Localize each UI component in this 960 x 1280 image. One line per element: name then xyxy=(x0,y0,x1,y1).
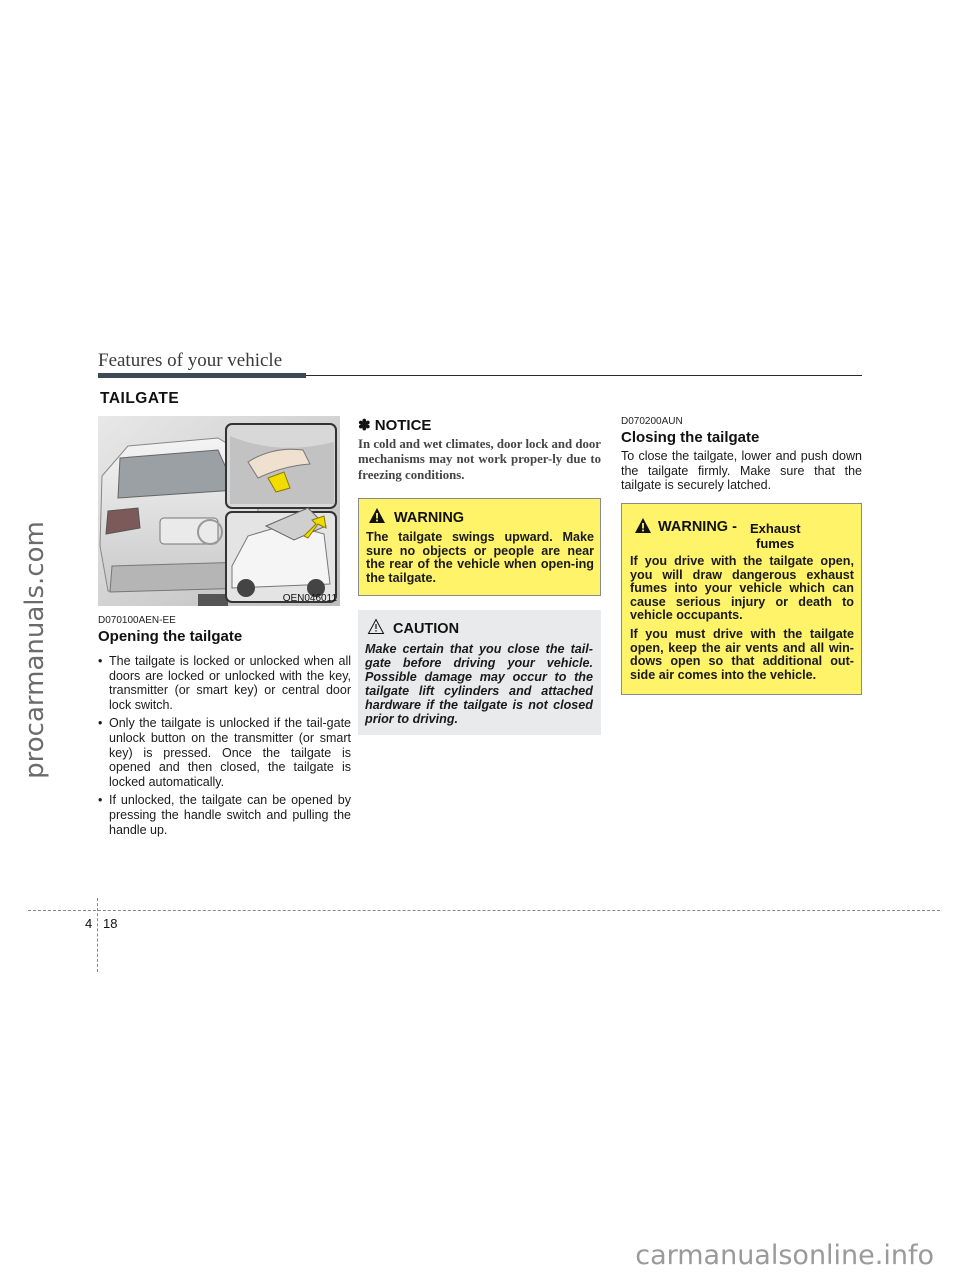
section-title: Features of your vehicle xyxy=(98,350,283,371)
caution-title: CAUTION xyxy=(393,621,460,637)
watermark-bottom: carmanualsonline.info xyxy=(635,1240,934,1271)
warning-exhaust-subtitle-2: fumes xyxy=(756,536,795,551)
caution-triangle-icon xyxy=(367,618,385,635)
warning-exhaust-para-2: If you must drive with the tailgate open, keep the air vents and all win-dows open so that additional out-side air comes into the vehicle. xyxy=(630,627,854,682)
warning-exhaust-subtitle-1: Exhaust xyxy=(750,521,801,536)
footer-divider xyxy=(97,898,98,972)
list-item: • The tailgate is locked or unlocked when all doors are locked or unlocked with the key, transmitter (or smart key) or central door lock switch. xyxy=(98,654,351,712)
caution-box xyxy=(358,610,601,735)
tailgate-illustration xyxy=(98,416,340,606)
footer-rule xyxy=(28,910,940,911)
watermark-side: procarmanuals.com xyxy=(20,521,50,779)
notice-label: NOTICE xyxy=(374,417,432,434)
notice-star-icon: ✽ xyxy=(358,417,371,434)
closing-section-code: D070200AUN xyxy=(621,416,683,427)
list-item: • If unlocked, the tailgate can be opened by pressing the handle switch and pulling the handle up. xyxy=(98,793,351,837)
list-item: • Only the tailgate is unlocked if the tail-gate unlock button on the transmitter (or smart key) is pressed. Once the tailgate is opened and then closed, the tailgate is locked automatically. xyxy=(98,716,351,789)
header-accent-bar xyxy=(98,373,306,378)
closing-heading: Closing the tailgate xyxy=(621,429,760,446)
notice-heading xyxy=(358,416,431,434)
opening-bullet-list xyxy=(98,654,351,841)
page-chapter-number: 4 xyxy=(85,916,93,931)
caution-text: Make certain that you close the tail-gate before driving your vehicle. Possible damage may occur to the tailgate lift cylinders and attached hardware if the tailgate is not closed prior to driving. xyxy=(365,642,593,726)
page-number: 18 xyxy=(103,916,118,931)
warning-box-tailgate xyxy=(358,498,601,596)
warning-exhaust-title: WARNING - xyxy=(658,519,737,535)
warning-box-exhaust xyxy=(621,503,862,695)
chapter-title: TAILGATE xyxy=(100,390,180,407)
opening-heading: Opening the tailgate xyxy=(98,628,243,645)
warning-triangle-icon xyxy=(634,517,652,534)
warning-triangle-icon xyxy=(368,507,386,524)
tailgate-figure xyxy=(98,416,340,606)
warning-title: WARNING xyxy=(394,510,465,526)
notice-text: In cold and wet climates, door lock and door mechanisms may not work proper-ly due to freezing conditions. xyxy=(358,437,601,482)
closing-text: To close the tailgate, lower and push down the tailgate firmly. Make sure that the tailgate is securely latched. xyxy=(621,449,862,493)
warning-text: The tailgate swings upward. Make sure no objects or people are near the rear of the vehicle when open-ing the tailgate. xyxy=(366,530,594,585)
opening-section-code: D070100AEN-EE xyxy=(98,615,176,626)
warning-exhaust-para-1: If you drive with the tailgate open, you will draw dangerous exhaust fumes into your vehicle which can cause serious injury or death to vehicle occupants. xyxy=(630,554,854,623)
figure-code: OEN046011 xyxy=(282,593,337,604)
